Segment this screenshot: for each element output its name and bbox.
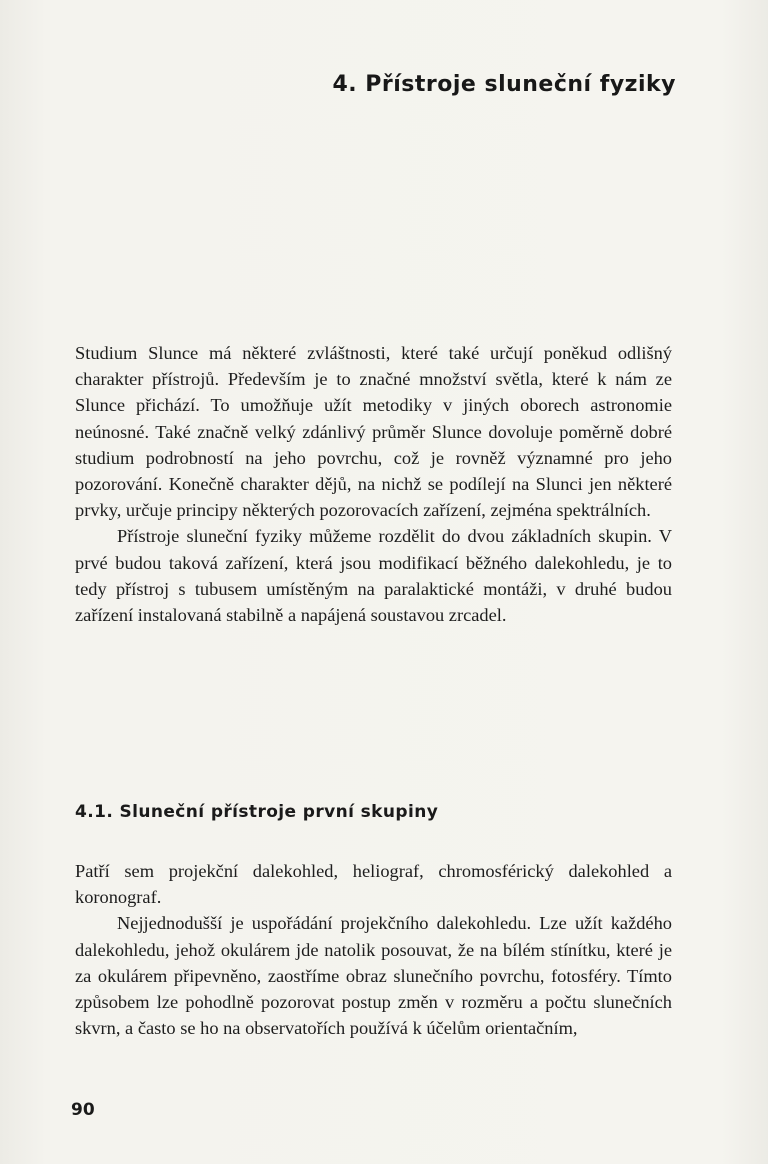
section-title: 4.1. Sluneční přístroje první skupiny xyxy=(75,802,439,822)
section-text xyxy=(75,858,672,1041)
page-number: 90 xyxy=(71,1100,95,1120)
section-paragraph-1: Patří sem projekční dalekohled, heliograf, chromosférický dalekohled a koronograf. xyxy=(75,861,672,908)
intro-text xyxy=(75,340,672,628)
intro-paragraph-2: Přístroje sluneční fyziky můžeme rozdělit do dvou základních skupin. V prvé budou taková zařízení, která jsou modifikací běžného dalekohledu, je to tedy přístroj s tubusem umístěným na paralaktické montáži, v druhé budou zařízení instalovaná stabilně a napájená soustavou zrcadel. xyxy=(75,526,672,626)
intro-paragraph-1: Studium Slunce má některé zvláštnosti, které také určují poněkud odlišný charakter přístrojů. Především je to značné množství světla, které k nám ze Slunce přichází. To umožňuje užít metodiky v jiných oborech astronomie neúnosné. Také značně velký zdánlivý průměr Slunce dovoluje poměrně dobré studium podrobností na jeho povrchu, což je rovněž významné pro jeho pozorování. Konečně charakter dějů, na nichž se podílejí na Slunci jen některé prvky, určuje principy některých pozorovacích zařízení, zejména spektrálních. xyxy=(75,343,672,521)
section-paragraph-2: Nejjednodušší je uspořádání projekčního dalekohledu. Lze užít každého dalekohledu, jehož okulárem jde natolik posouvat, že na bílém stínítku, které je za okulárem připevněno, zaostříme obraz slunečního povrchu, fotosféry. Tímto způsobem lze pohodlně pozorovat postup změn v rozměru a počtu slunečních skvrn, a často se ho na observatořích používá k účelům orientačním, xyxy=(75,913,672,1039)
chapter-title: 4. Přístroje sluneční fyziky xyxy=(332,72,676,97)
